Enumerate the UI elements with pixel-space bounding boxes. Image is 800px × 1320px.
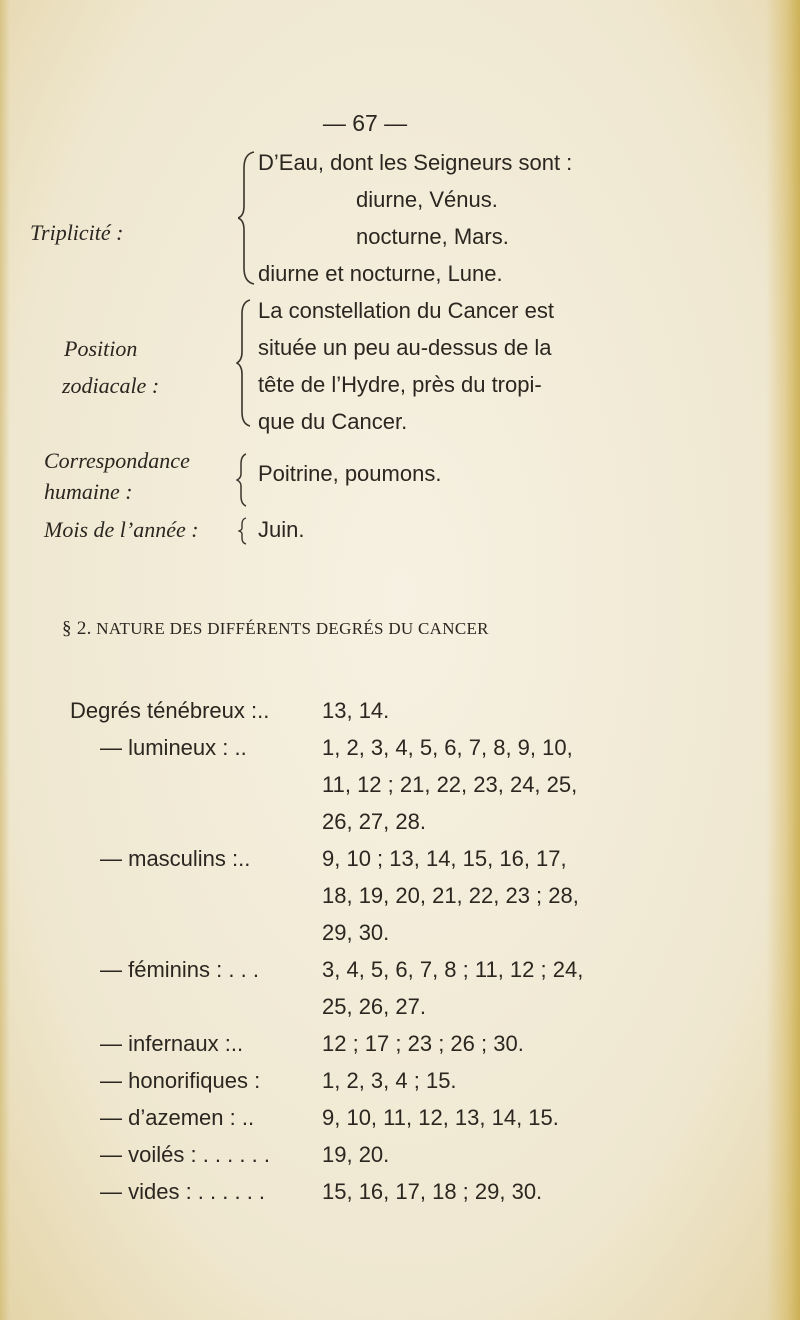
degree-values-masculins-1: 9, 10 ; 13, 14, 15, 16, 17, [322, 846, 567, 871]
position-line-3: tête de l’Hydre, près du tropi- [258, 372, 542, 397]
degree-values-azemen-1: 9, 10, 11, 12, 13, 14, 15. [322, 1105, 559, 1130]
mois-label: Mois de l’année : [44, 517, 199, 542]
section-title: NATURE DES DIFFÉRENTS DEGRÉS DU CANCER [96, 619, 489, 638]
degree-values-masculins-3: 29, 30. [322, 920, 390, 945]
degree-label-feminins: — féminins : . . . [100, 957, 259, 982]
position-label-1: Position [64, 336, 138, 361]
degree-values-vides-1: 15, 16, 17, 18 ; 29, 30. [322, 1179, 543, 1204]
mois-brace [238, 516, 250, 546]
page-edge-left [0, 0, 10, 1320]
degree-label-masculins: — masculins :.. [100, 846, 251, 871]
degree-label-tenebreux: Degrés ténébreux :.. [70, 698, 270, 723]
degree-label-lumineux: — lumineux : .. [100, 735, 247, 760]
position-label-2: zodiacale : [62, 373, 160, 398]
degree-values-masculins-2: 18, 19, 20, 21, 22, 23 ; 28, [322, 883, 579, 908]
triplicite-line-1: D’Eau, dont les Seigneurs sont : [258, 150, 573, 175]
position-line-2: située un peu au-dessus de la [258, 335, 552, 360]
triplicite-line-2: diurne, Vénus. [356, 187, 498, 212]
correspondance-value: Poitrine, poumons. [258, 461, 442, 486]
triplicite-line-4: diurne et nocturne, Lune. [258, 261, 503, 286]
page-number: — 67 — [322, 110, 408, 136]
degree-label-voiles: — voilés : . . . . . . [100, 1142, 270, 1167]
degree-values-lumineux-1: 1, 2, 3, 4, 5, 6, 7, 8, 9, 10, [322, 735, 573, 760]
page-edge-right [766, 0, 800, 1320]
position-brace [236, 296, 256, 430]
section-number: § 2. [62, 618, 92, 639]
degree-values-infernaux-1: 12 ; 17 ; 23 ; 26 ; 30. [322, 1031, 524, 1056]
degree-values-feminins-2: 25, 26, 27. [322, 994, 426, 1019]
correspondance-label-2: humaine : [44, 479, 133, 504]
degree-values-lumineux-2: 11, 12 ; 21, 22, 23, 24, 25, [322, 772, 578, 797]
degree-values-voiles-1: 19, 20. [322, 1142, 390, 1167]
correspondance-brace [236, 452, 252, 508]
degree-label-honorifiques: — honorifiques : [100, 1068, 261, 1093]
triplicite-brace [238, 148, 260, 288]
degree-values-tenebreux-1: 13, 14. [322, 698, 390, 723]
degree-label-infernaux: — infernaux :.. [100, 1031, 244, 1056]
position-line-1: La constellation du Cancer est [258, 298, 554, 323]
triplicite-line-3: nocturne, Mars. [356, 224, 509, 249]
mois-value: Juin. [258, 517, 305, 542]
degree-values-lumineux-3: 26, 27, 28. [322, 809, 426, 834]
degree-label-vides: — vides : . . . . . . [100, 1179, 266, 1204]
section-heading [62, 618, 489, 640]
degree-label-azemen: — d’azemen : .. [100, 1105, 255, 1130]
position-line-4: que du Cancer. [258, 409, 408, 434]
triplicite-label: Triplicité : [30, 220, 124, 245]
degree-values-feminins-1: 3, 4, 5, 6, 7, 8 ; 11, 12 ; 24, [322, 957, 584, 982]
degree-values-honorifiques-1: 1, 2, 3, 4 ; 15. [322, 1068, 457, 1093]
correspondance-label-1: Correspondance [44, 448, 190, 473]
